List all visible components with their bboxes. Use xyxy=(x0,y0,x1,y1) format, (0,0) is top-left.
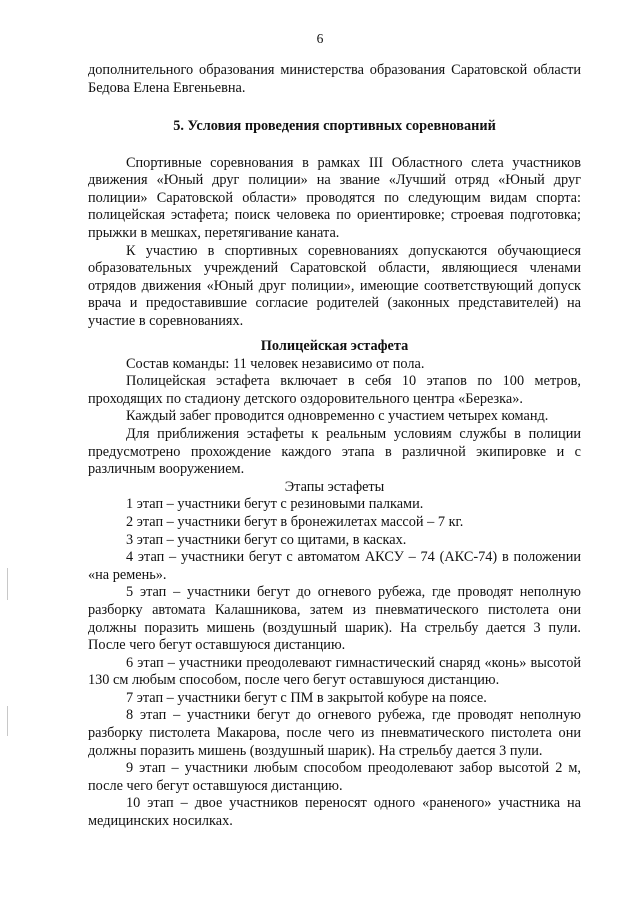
section-5 xyxy=(88,118,581,331)
page-number: 6 xyxy=(316,31,324,46)
intro-continuation: дополнительного образования министерства образования Саратовской области Бедова Елена Евгеньевна. xyxy=(88,62,581,96)
stages-title: Этапы эстафеты xyxy=(284,478,385,495)
stage-item: 7 этап – участники бегут с ПМ в закрытой кобуре на поясе. xyxy=(126,689,487,706)
stage-item: 6 этап – участники преодолевают гимнастический снаряд «конь» высотой 130 см любым способом, после чего бегут оставшуюся дистанцию. xyxy=(88,654,581,689)
stage-item: 3 этап – участники бегут со щитами, в касках. xyxy=(126,531,407,548)
section-title: 5. Условия проведения спортивных соревнований xyxy=(173,118,496,134)
stage-item: 9 этап – участники любым способом преодолевают забор высотой 2 м, после чего бегут оставшуюся дистанцию. xyxy=(88,760,581,794)
intro-block xyxy=(88,62,581,97)
relay-title: Полицейская эстафета xyxy=(260,338,409,354)
stage-item: 4 этап – участники бегут с автоматом АКСУ – 74 (АКС-74) в положении «на ремень». xyxy=(88,549,581,583)
scan-edge-mark xyxy=(7,568,8,600)
stage-item: 8 этап – участники бегут до огневого рубежа, где проводят неполную разборку пистолета Макарова, после чего из пневматического пистолета они должны поразить мишень (воздушный шарик). На стрельбу дается 3 пули. xyxy=(88,707,581,759)
relay-paragraph: Для приближения эстафеты к реальным условиям службы в полиции предусмотрено прохождение каждого этапа в различной экипировке и с различным вооружением. xyxy=(88,425,581,478)
stage-item: 5 этап – участники бегут до огневого рубежа, где проводят неполную разборку автомата Калашникова, затем из пневматического пистолета они должны поразить мишень (воздушный шарик). На стрельбу дается 3 пули. После чего бегут оставшуюся дистанцию. xyxy=(88,584,581,654)
relay-paragraph: Каждый забег проводится одновременно с участием четырех команд. xyxy=(126,408,549,425)
stage-item: 2 этап – участники бегут в бронежилетах массой – 7 кг. xyxy=(126,513,464,530)
relay-paragraph: Состав команды: 11 человек независимо от пола. xyxy=(126,355,425,372)
relay-section xyxy=(88,338,581,831)
section-paragraph: К участию в спортивных соревнованиях допускаются обучающиеся образовательных учреждений Саратовской области, являющиеся членами отрядов движения «Юный друг полиции», имеющие соответствующий допуск врача и предоставившие согласие родителей (законных представителей) на участие в соревнованиях. xyxy=(88,242,581,329)
stage-item: 10 этап – двое участников переносят одного «раненого» участника на медицинских носилках. xyxy=(88,795,581,830)
stage-item: 1 этап – участники бегут с резиновыми палками. xyxy=(126,496,424,513)
relay-paragraph: Полицейская эстафета включает в себя 10 этапов по 100 метров, проходящих по стадиону детского оздоровительного центра «Березка». xyxy=(88,373,581,407)
scan-edge-mark xyxy=(7,706,8,736)
section-paragraph: Спортивные соревнования в рамках III Областного слета участников движения «Юный друг полиции» на звание «Лучший отряд «Юный друг полиции» Саратовской области» проводятся по следующим видам спорта: полицейская эстафета; поиск человека по ориентировке; строевая подготовка; прыжки в мешках, перетягивание каната. xyxy=(88,154,581,241)
